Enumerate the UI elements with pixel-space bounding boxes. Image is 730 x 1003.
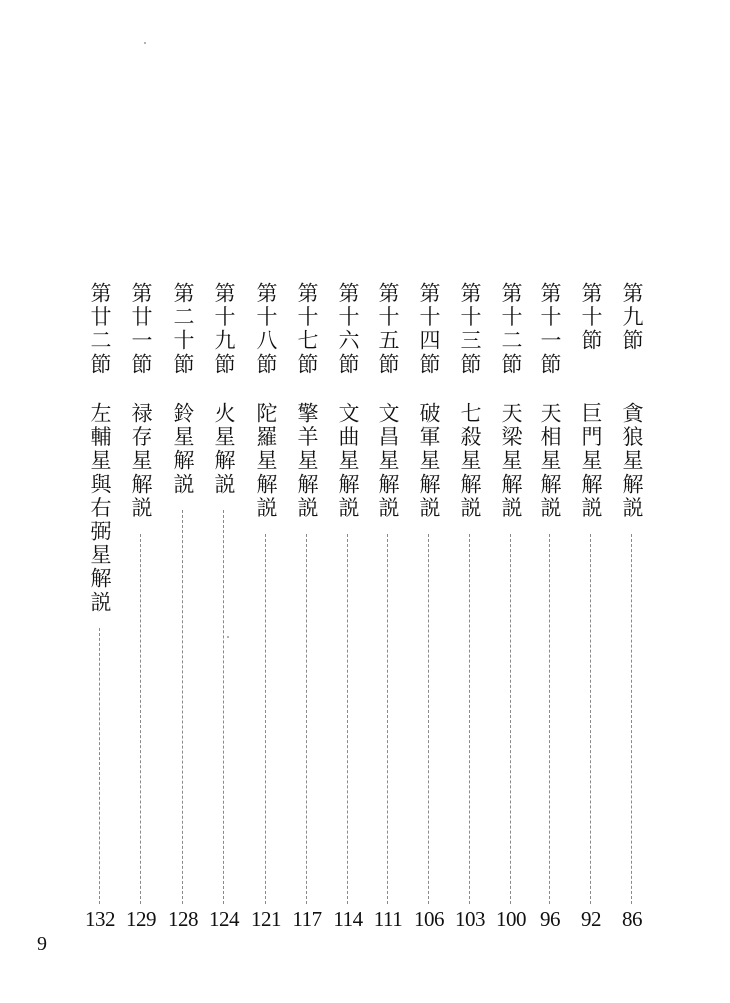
toc-entry-title: 擎羊星解説 — [295, 402, 319, 520]
toc-leader-line — [387, 534, 388, 904]
toc-page-number: 103 — [455, 907, 485, 931]
toc-section-label: 第十九節 — [212, 282, 236, 377]
toc-section-label: 第十六節 — [336, 282, 360, 377]
scan-speck — [144, 42, 146, 44]
toc-leader-line — [182, 510, 183, 904]
toc-entry-title: 禄存星解説 — [129, 402, 153, 520]
toc-entry — [491, 282, 531, 932]
toc-entry — [368, 282, 408, 932]
toc-page-number: 106 — [414, 907, 444, 931]
toc-entry-title: 文曲星解説 — [336, 402, 360, 520]
toc-page-number: 86 — [622, 907, 642, 931]
toc-entry — [163, 282, 203, 932]
toc-entry — [80, 282, 120, 932]
toc-page-number: 129 — [126, 907, 156, 931]
toc-page-number: 96 — [540, 907, 560, 931]
page-number: 9 — [37, 933, 47, 955]
toc-section-label: 第廿一節 — [129, 282, 153, 377]
toc-section-label: 第十一節 — [538, 282, 562, 377]
toc-entry-title: 陀羅星解説 — [254, 402, 278, 520]
toc-page-number: 132 — [85, 907, 115, 931]
toc-section-label: 第十節 — [579, 282, 603, 353]
toc-leader-line — [140, 534, 141, 904]
toc-entry — [328, 282, 368, 932]
toc-entry-title: 七殺星解説 — [458, 402, 482, 520]
toc-section-label: 第二十節 — [171, 282, 195, 377]
toc-leader-line — [306, 534, 307, 904]
toc-entry-title: 天梁星解説 — [499, 402, 523, 520]
toc-leader-line — [590, 534, 591, 904]
toc-entry-title: 巨門星解説 — [579, 402, 603, 520]
toc-section-label: 第十三節 — [458, 282, 482, 377]
toc-section-label: 第十五節 — [376, 282, 400, 377]
toc-page-number: 128 — [168, 907, 198, 931]
toc-leader-line — [549, 534, 550, 904]
toc-leader-line — [428, 534, 429, 904]
toc-entry — [246, 282, 286, 932]
toc-leader-line — [631, 534, 632, 904]
toc-section-label: 第十四節 — [417, 282, 441, 377]
toc-entry-title: 文昌星解説 — [376, 402, 400, 520]
toc-entry — [409, 282, 449, 932]
toc-leader-line — [99, 628, 100, 904]
toc-page-number: 111 — [373, 907, 403, 931]
scan-speck — [227, 636, 229, 638]
toc-leader-line — [265, 534, 266, 904]
toc-section-label: 第十二節 — [499, 282, 523, 377]
toc-leader-line — [469, 534, 470, 904]
toc-section-label: 第九節 — [620, 282, 644, 353]
toc-page-number: 121 — [251, 907, 281, 931]
toc-entry — [450, 282, 490, 932]
toc-entry-title: 左輔星與右弼星解説 — [88, 402, 112, 615]
toc-section-label: 第十八節 — [254, 282, 278, 377]
toc-entry-title: 火星解説 — [212, 402, 236, 497]
toc-entry — [287, 282, 327, 932]
toc-entry-title: 貪狼星解説 — [620, 402, 644, 520]
toc-page-number: 114 — [333, 907, 363, 931]
toc-entry-title: 鈴星解説 — [171, 402, 195, 497]
toc-page-number: 92 — [581, 907, 601, 931]
toc-page-number: 117 — [292, 907, 322, 931]
toc-entry — [121, 282, 161, 932]
toc-entry — [530, 282, 570, 932]
toc-page-number: 124 — [209, 907, 239, 931]
toc-section-label: 第廿二節 — [88, 282, 112, 377]
toc-entry — [571, 282, 611, 932]
toc-entry — [204, 282, 244, 932]
toc-entry-title: 破軍星解説 — [417, 402, 441, 520]
toc-leader-line — [347, 534, 348, 904]
toc-entry-title: 天相星解説 — [538, 402, 562, 520]
toc-page-number: 100 — [496, 907, 526, 931]
toc-leader-line — [223, 510, 224, 904]
toc-entry — [612, 282, 652, 932]
toc-leader-line — [510, 534, 511, 904]
toc-section-label: 第十七節 — [295, 282, 319, 377]
